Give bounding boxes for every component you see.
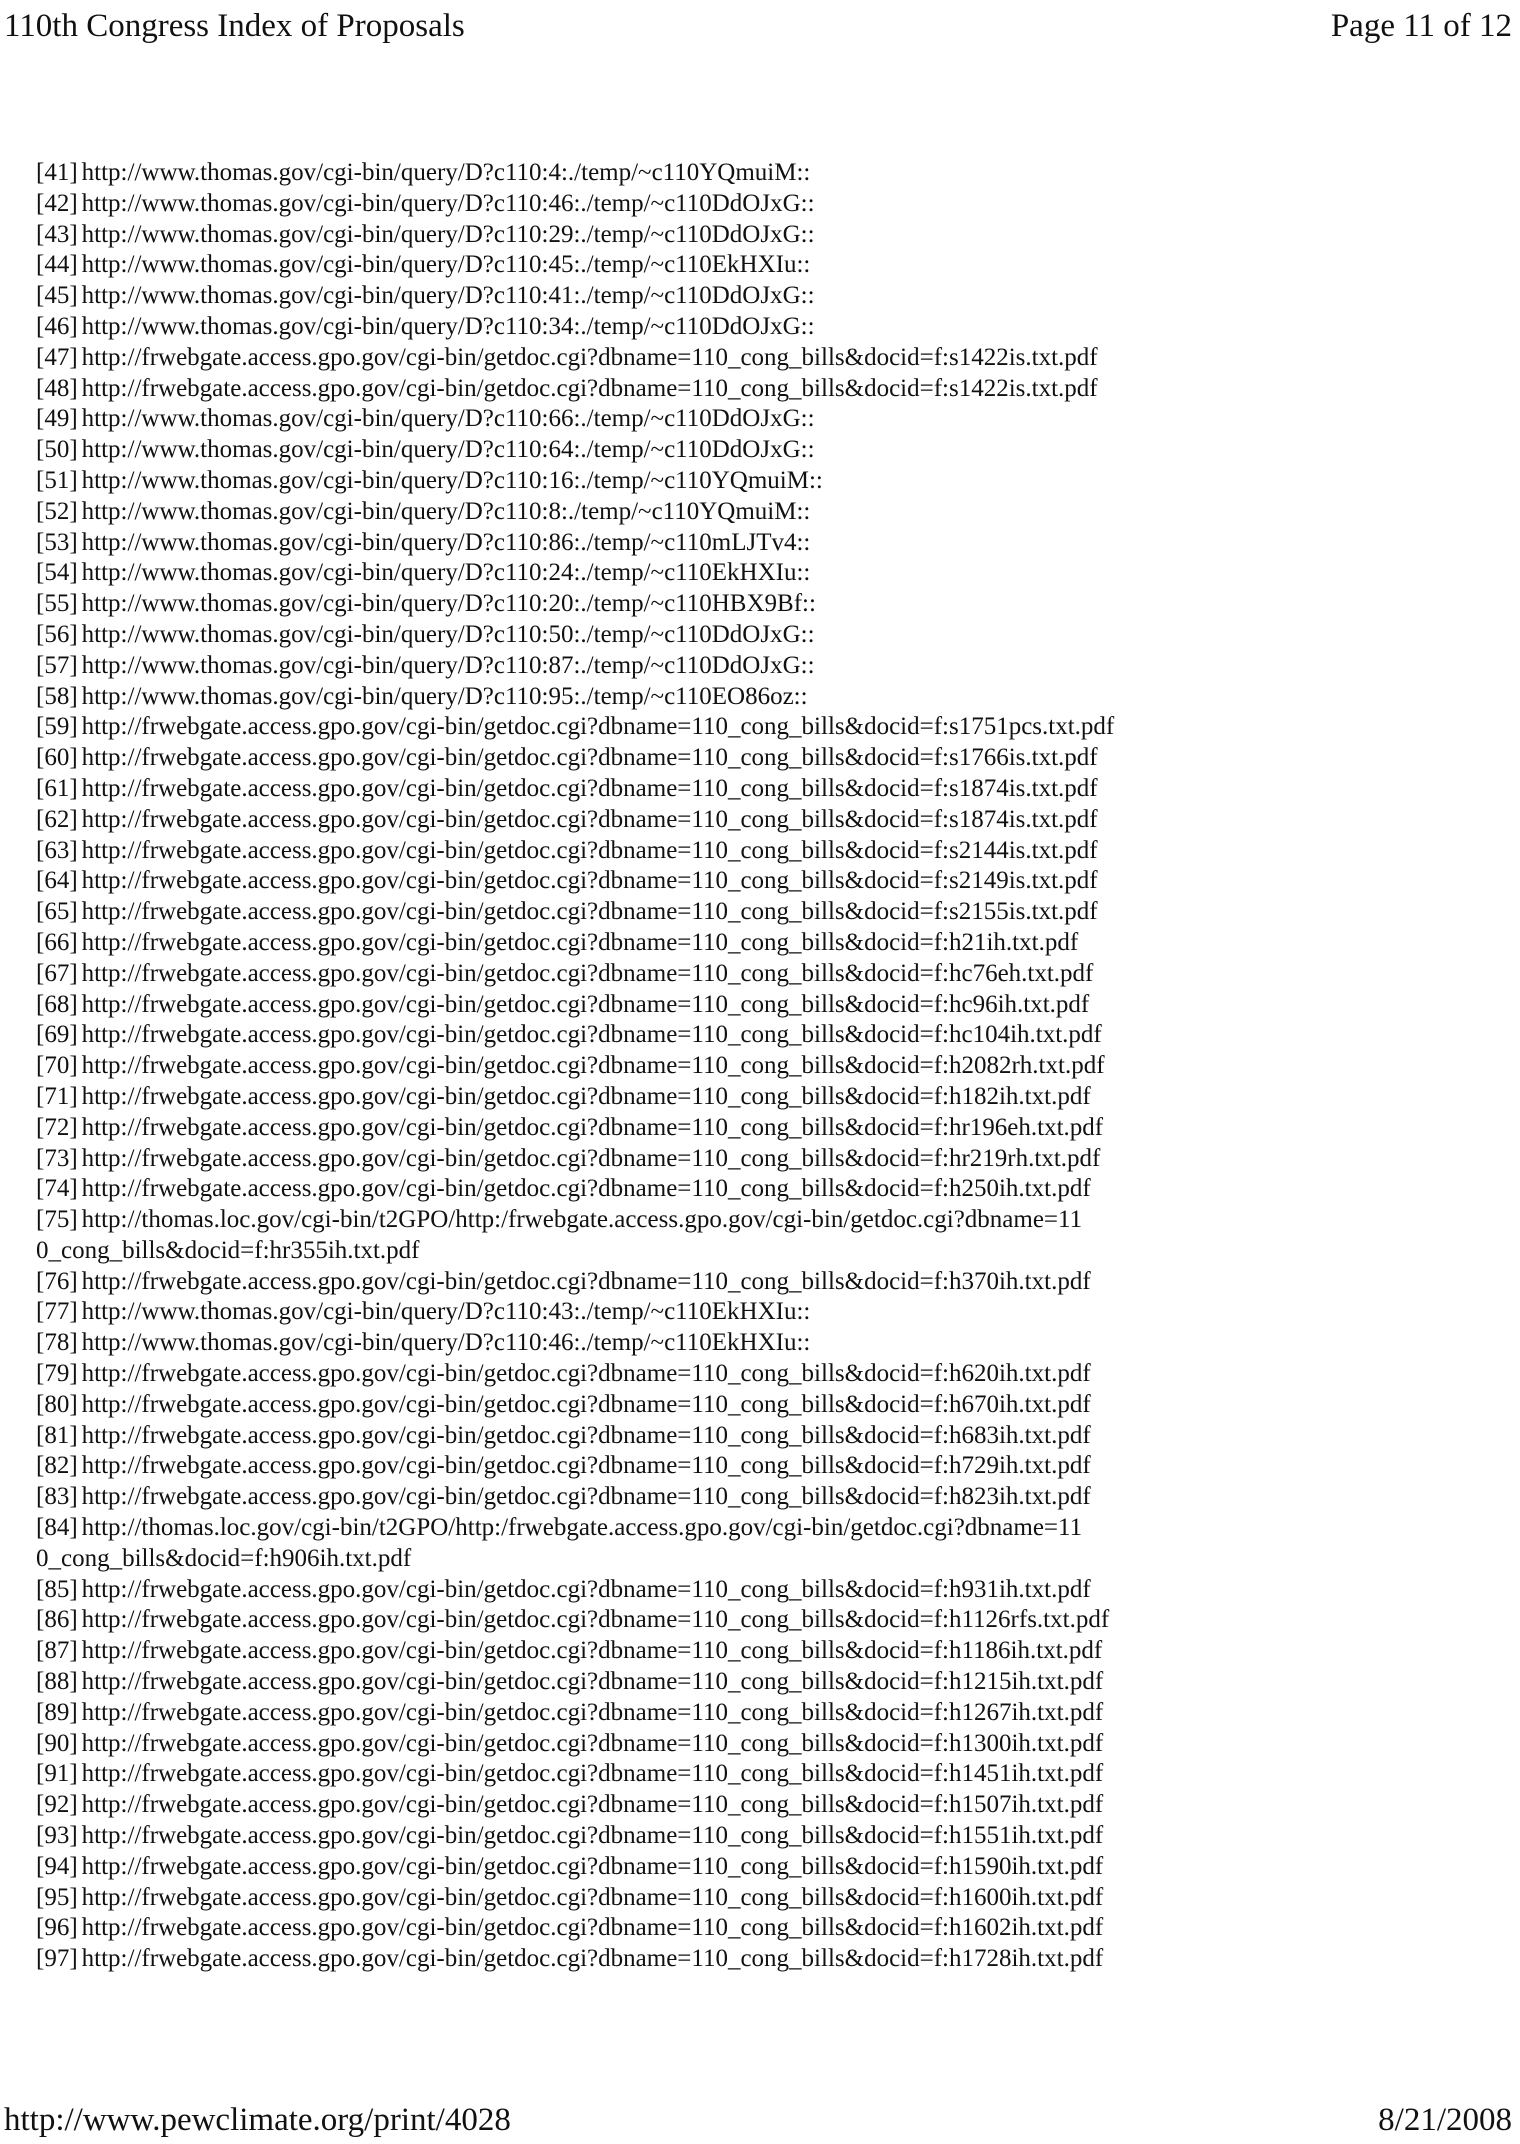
reference-number: [44] bbox=[36, 251, 78, 279]
list-item bbox=[36, 1513, 1086, 1575]
list-item bbox=[36, 1051, 1476, 1082]
reference-url: http://frwebgate.access.gpo.gov/cgi-bin/getdoc.cgi?dbname=110_cong_bills&docid=f:h683ih.txt.pdf bbox=[81, 1421, 1091, 1449]
reference-url: http://frwebgate.access.gpo.gov/cgi-bin/getdoc.cgi?dbname=110_cong_bills&docid=f:h21ih.txt.pdf bbox=[81, 928, 1079, 956]
reference-url: http://www.thomas.gov/cgi-bin/query/D?c110:46:./temp/~c110EkHXIu:: bbox=[81, 1329, 811, 1357]
reference-number: [95] bbox=[36, 1883, 78, 1911]
reference-url: http://www.thomas.gov/cgi-bin/query/D?c110:4:./temp/~c110YQmuiM:: bbox=[81, 159, 811, 186]
reference-number: [84] bbox=[36, 1514, 78, 1542]
reference-url: http://www.thomas.gov/cgi-bin/query/D?c110:45:./temp/~c110EkHXIu:: bbox=[81, 251, 811, 279]
reference-url: http://frwebgate.access.gpo.gov/cgi-bin/getdoc.cgi?dbname=110_cong_bills&docid=f:hc104ih.txt.pdf bbox=[81, 1021, 1102, 1049]
list-item bbox=[36, 220, 1476, 251]
list-item bbox=[36, 866, 1476, 897]
reference-number: [85] bbox=[36, 1575, 78, 1603]
reference-number: [73] bbox=[36, 1144, 78, 1172]
reference-url: http://frwebgate.access.gpo.gov/cgi-bin/getdoc.cgi?dbname=110_cong_bills&docid=f:h620ih.txt.pdf bbox=[81, 1360, 1091, 1388]
list-item bbox=[36, 990, 1476, 1021]
reference-url: http://thomas.loc.gov/cgi-bin/t2GPO/http:/frwebgate.access.gpo.gov/cgi-bin/getdoc.cgi?dbname=110_cong_bills&docid=f:hr355ih.txt.pdf bbox=[36, 1206, 1083, 1264]
reference-number: [94] bbox=[36, 1852, 78, 1880]
reference-number: [90] bbox=[36, 1729, 78, 1757]
reference-number: [70] bbox=[36, 1052, 78, 1080]
reference-number: [55] bbox=[36, 590, 78, 618]
list-item bbox=[36, 774, 1476, 805]
list-item bbox=[36, 1020, 1476, 1051]
reference-number: [48] bbox=[36, 374, 78, 402]
reference-url: http://frwebgate.access.gpo.gov/cgi-bin/getdoc.cgi?dbname=110_cong_bills&docid=f:s1422is.txt.pdf bbox=[81, 343, 1098, 371]
list-item bbox=[36, 558, 1476, 589]
list-item bbox=[36, 682, 1476, 713]
list-item bbox=[36, 528, 1476, 559]
reference-url: http://frwebgate.access.gpo.gov/cgi-bin/getdoc.cgi?dbname=110_cong_bills&docid=f:h670ih.txt.pdf bbox=[81, 1390, 1091, 1418]
reference-number: [89] bbox=[36, 1698, 78, 1726]
reference-number: [71] bbox=[36, 1082, 78, 1110]
list-item bbox=[36, 1328, 1476, 1359]
reference-url: http://www.thomas.gov/cgi-bin/query/D?c110:8:./temp/~c110YQmuiM:: bbox=[81, 497, 811, 525]
reference-number: [91] bbox=[36, 1760, 78, 1788]
list-item bbox=[36, 959, 1476, 990]
reference-number: [81] bbox=[36, 1421, 78, 1449]
reference-number: [42] bbox=[36, 189, 78, 217]
reference-number: [57] bbox=[36, 651, 78, 679]
reference-number: [61] bbox=[36, 774, 78, 802]
list-item bbox=[36, 1698, 1476, 1729]
reference-number: [49] bbox=[36, 405, 78, 433]
reference-number: [76] bbox=[36, 1267, 78, 1295]
list-item bbox=[36, 1636, 1476, 1667]
reference-url: http://frwebgate.access.gpo.gov/cgi-bin/getdoc.cgi?dbname=110_cong_bills&docid=f:s1751pcs.txt.pdf bbox=[81, 713, 1115, 741]
reference-number: [50] bbox=[36, 436, 78, 464]
list-item bbox=[36, 589, 1476, 620]
list-item bbox=[36, 1944, 1476, 1975]
list-item bbox=[36, 712, 1476, 743]
list-item bbox=[36, 1729, 1476, 1760]
reference-list bbox=[36, 158, 1476, 1975]
reference-url: http://frwebgate.access.gpo.gov/cgi-bin/getdoc.cgi?dbname=110_cong_bills&docid=f:h823ih.txt.pdf bbox=[81, 1483, 1091, 1511]
reference-number: [74] bbox=[36, 1175, 78, 1203]
reference-url: http://www.thomas.gov/cgi-bin/query/D?c110:20:./temp/~c110HBX9Bf:: bbox=[81, 590, 816, 618]
reference-number: [47] bbox=[36, 343, 78, 371]
reference-url: http://frwebgate.access.gpo.gov/cgi-bin/getdoc.cgi?dbname=110_cong_bills&docid=f:h1600ih.txt.pdf bbox=[81, 1883, 1104, 1911]
list-item bbox=[36, 1421, 1476, 1452]
reference-url: http://www.thomas.gov/cgi-bin/query/D?c110:86:./temp/~c110mLJTv4:: bbox=[81, 528, 811, 556]
list-item bbox=[36, 1667, 1476, 1698]
reference-number: [78] bbox=[36, 1329, 78, 1357]
reference-url: http://frwebgate.access.gpo.gov/cgi-bin/getdoc.cgi?dbname=110_cong_bills&docid=f:h1602ih.txt.pdf bbox=[81, 1914, 1104, 1942]
reference-number: [83] bbox=[36, 1483, 78, 1511]
list-item bbox=[36, 1883, 1476, 1914]
reference-url: http://frwebgate.access.gpo.gov/cgi-bin/getdoc.cgi?dbname=110_cong_bills&docid=f:s1422is.txt.pdf bbox=[81, 374, 1098, 402]
list-item bbox=[36, 1113, 1476, 1144]
reference-url: http://www.thomas.gov/cgi-bin/query/D?c110:50:./temp/~c110DdOJxG:: bbox=[81, 620, 815, 648]
list-item bbox=[36, 1482, 1476, 1513]
reference-url: http://frwebgate.access.gpo.gov/cgi-bin/getdoc.cgi?dbname=110_cong_bills&docid=f:h2082rh.txt.pdf bbox=[81, 1052, 1105, 1080]
reference-number: [41] bbox=[36, 159, 78, 186]
reference-url: http://frwebgate.access.gpo.gov/cgi-bin/getdoc.cgi?dbname=110_cong_bills&docid=f:s2155is.txt.pdf bbox=[81, 898, 1098, 926]
list-item bbox=[36, 1605, 1476, 1636]
reference-url: http://www.thomas.gov/cgi-bin/query/D?c110:41:./temp/~c110DdOJxG:: bbox=[81, 282, 815, 310]
reference-url: http://frwebgate.access.gpo.gov/cgi-bin/getdoc.cgi?dbname=110_cong_bills&docid=f:s1874is.txt.pdf bbox=[81, 774, 1098, 802]
list-item bbox=[36, 158, 1476, 189]
reference-number: [72] bbox=[36, 1113, 78, 1141]
reference-number: [59] bbox=[36, 713, 78, 741]
reference-url: http://www.thomas.gov/cgi-bin/query/D?c110:46:./temp/~c110DdOJxG:: bbox=[81, 189, 815, 217]
reference-number: [54] bbox=[36, 559, 78, 587]
footer-url: http://www.pewclimate.org/print/4028 bbox=[4, 2102, 511, 2138]
reference-url: http://www.thomas.gov/cgi-bin/query/D?c110:24:./temp/~c110EkHXIu:: bbox=[81, 559, 811, 587]
list-item bbox=[36, 1390, 1476, 1421]
reference-url: http://www.thomas.gov/cgi-bin/query/D?c110:16:./temp/~c110YQmuiM:: bbox=[81, 466, 823, 494]
list-item bbox=[36, 404, 1476, 435]
list-item bbox=[36, 897, 1476, 928]
reference-url: http://frwebgate.access.gpo.gov/cgi-bin/getdoc.cgi?dbname=110_cong_bills&docid=f:h370ih.txt.pdf bbox=[81, 1267, 1091, 1295]
list-item bbox=[36, 1144, 1476, 1175]
reference-url: http://frwebgate.access.gpo.gov/cgi-bin/getdoc.cgi?dbname=110_cong_bills&docid=f:hr196eh.txt.pdf bbox=[81, 1113, 1104, 1141]
list-item bbox=[36, 466, 1476, 497]
reference-url: http://frwebgate.access.gpo.gov/cgi-bin/getdoc.cgi?dbname=110_cong_bills&docid=f:h1126rfs.txt.pdf bbox=[81, 1606, 1110, 1634]
list-item bbox=[36, 1082, 1476, 1113]
list-item bbox=[36, 1297, 1476, 1328]
list-item bbox=[36, 836, 1476, 867]
reference-number: [46] bbox=[36, 312, 78, 340]
list-item bbox=[36, 1267, 1476, 1298]
list-item bbox=[36, 1451, 1476, 1482]
reference-number: [58] bbox=[36, 682, 78, 710]
reference-url: http://frwebgate.access.gpo.gov/cgi-bin/getdoc.cgi?dbname=110_cong_bills&docid=f:h1186ih.txt.pdf bbox=[81, 1637, 1103, 1665]
reference-number: [45] bbox=[36, 282, 78, 310]
reference-url: http://frwebgate.access.gpo.gov/cgi-bin/getdoc.cgi?dbname=110_cong_bills&docid=f:s2149is.txt.pdf bbox=[81, 867, 1098, 895]
list-item bbox=[36, 651, 1476, 682]
list-item bbox=[36, 497, 1476, 528]
reference-number: [97] bbox=[36, 1945, 78, 1973]
reference-number: [77] bbox=[36, 1298, 78, 1326]
list-item bbox=[36, 743, 1476, 774]
reference-number: [69] bbox=[36, 1021, 78, 1049]
list-item bbox=[36, 805, 1476, 836]
reference-url: http://www.thomas.gov/cgi-bin/query/D?c110:87:./temp/~c110DdOJxG:: bbox=[81, 651, 815, 679]
reference-number: [86] bbox=[36, 1606, 78, 1634]
reference-number: [75] bbox=[36, 1206, 78, 1234]
reference-url: http://frwebgate.access.gpo.gov/cgi-bin/getdoc.cgi?dbname=110_cong_bills&docid=f:s1766is.txt.pdf bbox=[81, 744, 1098, 772]
list-item bbox=[36, 1759, 1476, 1790]
list-item bbox=[36, 1174, 1476, 1205]
reference-number: [51] bbox=[36, 466, 78, 494]
reference-url: http://www.thomas.gov/cgi-bin/query/D?c110:43:./temp/~c110EkHXIu:: bbox=[81, 1298, 811, 1326]
reference-url: http://frwebgate.access.gpo.gov/cgi-bin/getdoc.cgi?dbname=110_cong_bills&docid=f:h1590ih.txt.pdf bbox=[81, 1852, 1104, 1880]
list-item bbox=[36, 312, 1476, 343]
reference-url: http://frwebgate.access.gpo.gov/cgi-bin/getdoc.cgi?dbname=110_cong_bills&docid=f:h729ih.txt.pdf bbox=[81, 1452, 1091, 1480]
list-item bbox=[36, 374, 1476, 405]
reference-number: [67] bbox=[36, 959, 78, 987]
list-item bbox=[36, 1575, 1476, 1606]
reference-url: http://frwebgate.access.gpo.gov/cgi-bin/getdoc.cgi?dbname=110_cong_bills&docid=f:h1267ih.txt.pdf bbox=[81, 1698, 1104, 1726]
reference-number: [63] bbox=[36, 836, 78, 864]
list-item bbox=[36, 1913, 1476, 1944]
footer-date: 8/21/2008 bbox=[1378, 2102, 1512, 2138]
reference-number: [53] bbox=[36, 528, 78, 556]
reference-number: [92] bbox=[36, 1791, 78, 1819]
reference-url: http://frwebgate.access.gpo.gov/cgi-bin/getdoc.cgi?dbname=110_cong_bills&docid=f:s2144is.txt.pdf bbox=[81, 836, 1098, 864]
reference-url: http://www.thomas.gov/cgi-bin/query/D?c110:66:./temp/~c110DdOJxG:: bbox=[81, 405, 815, 433]
reference-number: [65] bbox=[36, 898, 78, 926]
reference-url: http://thomas.loc.gov/cgi-bin/t2GPO/http:/frwebgate.access.gpo.gov/cgi-bin/getdoc.cgi?dbname=110_cong_bills&docid=f:h906ih.txt.pdf bbox=[36, 1514, 1083, 1572]
list-item bbox=[36, 281, 1476, 312]
reference-number: [93] bbox=[36, 1822, 78, 1850]
page-number: Page 11 of 12 bbox=[1330, 8, 1512, 44]
list-item bbox=[36, 1205, 1086, 1267]
reference-number: [52] bbox=[36, 497, 78, 525]
reference-url: http://frwebgate.access.gpo.gov/cgi-bin/getdoc.cgi?dbname=110_cong_bills&docid=f:h931ih.txt.pdf bbox=[81, 1575, 1091, 1603]
reference-url: http://frwebgate.access.gpo.gov/cgi-bin/getdoc.cgi?dbname=110_cong_bills&docid=f:h1215ih.txt.pdf bbox=[81, 1668, 1104, 1696]
reference-number: [79] bbox=[36, 1360, 78, 1388]
reference-url: http://frwebgate.access.gpo.gov/cgi-bin/getdoc.cgi?dbname=110_cong_bills&docid=f:h1507ih.txt.pdf bbox=[81, 1791, 1104, 1819]
reference-url: http://frwebgate.access.gpo.gov/cgi-bin/getdoc.cgi?dbname=110_cong_bills&docid=f:hr219rh.txt.pdf bbox=[81, 1144, 1101, 1172]
list-item bbox=[36, 1852, 1476, 1883]
reference-number: [64] bbox=[36, 867, 78, 895]
reference-number: [96] bbox=[36, 1914, 78, 1942]
list-item bbox=[36, 1790, 1476, 1821]
reference-url: http://www.thomas.gov/cgi-bin/query/D?c110:34:./temp/~c110DdOJxG:: bbox=[81, 312, 815, 340]
reference-number: [60] bbox=[36, 744, 78, 772]
reference-number: [88] bbox=[36, 1668, 78, 1696]
reference-url: http://frwebgate.access.gpo.gov/cgi-bin/getdoc.cgi?dbname=110_cong_bills&docid=f:h1451ih.txt.pdf bbox=[81, 1760, 1104, 1788]
reference-url: http://frwebgate.access.gpo.gov/cgi-bin/getdoc.cgi?dbname=110_cong_bills&docid=f:h250ih.txt.pdf bbox=[81, 1175, 1091, 1203]
reference-url: http://frwebgate.access.gpo.gov/cgi-bin/getdoc.cgi?dbname=110_cong_bills&docid=f:s1874is.txt.pdf bbox=[81, 805, 1098, 833]
reference-number: [87] bbox=[36, 1637, 78, 1665]
list-item bbox=[36, 1821, 1476, 1852]
list-item bbox=[36, 343, 1476, 374]
reference-number: [43] bbox=[36, 220, 78, 248]
reference-url: http://www.thomas.gov/cgi-bin/query/D?c110:29:./temp/~c110DdOJxG:: bbox=[81, 220, 815, 248]
reference-url: http://frwebgate.access.gpo.gov/cgi-bin/getdoc.cgi?dbname=110_cong_bills&docid=f:h1728ih.txt.pdf bbox=[81, 1945, 1104, 1973]
list-item bbox=[36, 435, 1476, 466]
reference-number: [82] bbox=[36, 1452, 78, 1480]
reference-number: [56] bbox=[36, 620, 78, 648]
reference-url: http://frwebgate.access.gpo.gov/cgi-bin/getdoc.cgi?dbname=110_cong_bills&docid=f:hc96ih.txt.pdf bbox=[81, 990, 1090, 1018]
list-item bbox=[36, 250, 1476, 281]
reference-url: http://www.thomas.gov/cgi-bin/query/D?c110:64:./temp/~c110DdOJxG:: bbox=[81, 436, 815, 464]
reference-url: http://frwebgate.access.gpo.gov/cgi-bin/getdoc.cgi?dbname=110_cong_bills&docid=f:h182ih.txt.pdf bbox=[81, 1082, 1091, 1110]
reference-number: [62] bbox=[36, 805, 78, 833]
reference-url: http://frwebgate.access.gpo.gov/cgi-bin/getdoc.cgi?dbname=110_cong_bills&docid=f:h1300ih.txt.pdf bbox=[81, 1729, 1104, 1757]
reference-url: http://frwebgate.access.gpo.gov/cgi-bin/getdoc.cgi?dbname=110_cong_bills&docid=f:hc76eh.txt.pdf bbox=[81, 959, 1094, 987]
page-title: 110th Congress Index of Proposals bbox=[4, 8, 465, 44]
list-item bbox=[36, 928, 1476, 959]
reference-number: [80] bbox=[36, 1390, 78, 1418]
reference-url: http://www.thomas.gov/cgi-bin/query/D?c110:95:./temp/~c110EO86oz:: bbox=[81, 682, 808, 710]
list-item bbox=[36, 1359, 1476, 1390]
list-item bbox=[36, 620, 1476, 651]
reference-url: http://frwebgate.access.gpo.gov/cgi-bin/getdoc.cgi?dbname=110_cong_bills&docid=f:h1551ih.txt.pdf bbox=[81, 1822, 1104, 1850]
reference-number: [66] bbox=[36, 928, 78, 956]
list-item bbox=[36, 189, 1476, 220]
reference-number: [68] bbox=[36, 990, 78, 1018]
